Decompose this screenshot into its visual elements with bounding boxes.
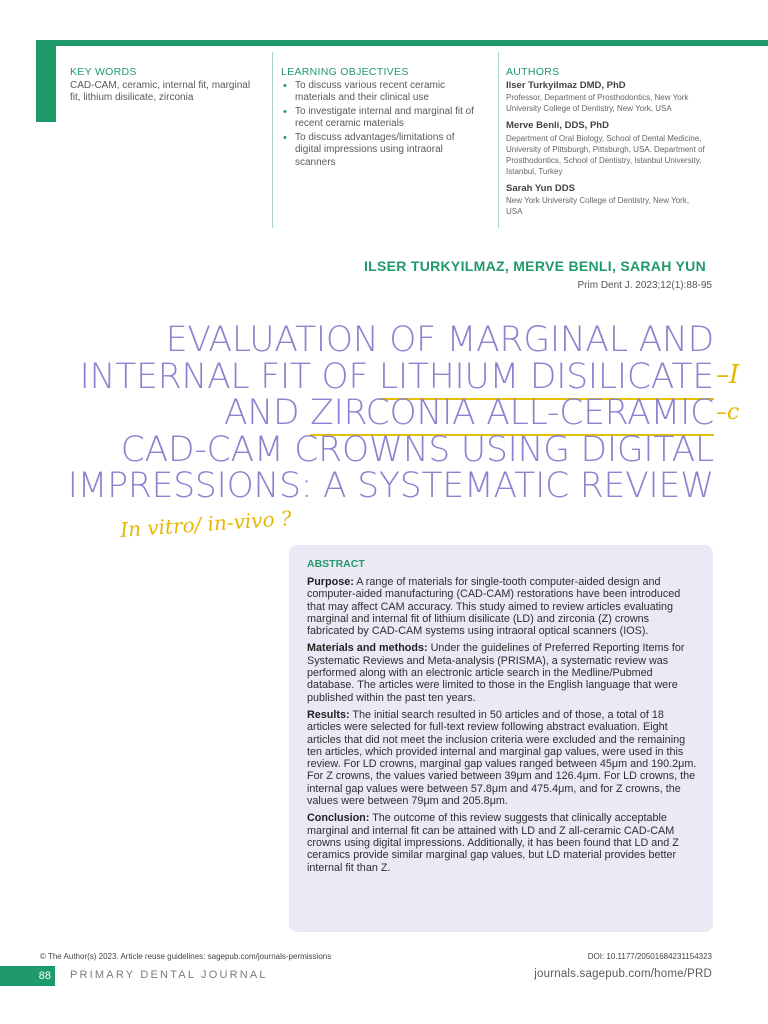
objective-item: • To investigate internal and marginal fit of recent ceramic materials [295,106,481,131]
title-highlight: LITHIUM DISILICATE [379,357,714,400]
author-name: Merve Benli, DDS, PhD [506,120,609,131]
journal-name: PRIMARY DENTAL JOURNAL [70,969,268,981]
title-line: EVALUATION OF MARGINAL AND [165,320,714,360]
header-accent-bar [36,40,768,46]
title-line: IMPRESSIONS: A SYSTEMATIC REVIEW [67,466,714,506]
objective-item: • To discuss various recent ceramic materials and their clinical use [295,80,481,105]
title-line [54,356,714,397]
author-name: Sarah Yun DDS [506,182,575,194]
abstract-text: The initial search resulted in 50 articles and of those, a total of 18 articles were selected for full-text review following abstract evaluation. Eight articles that did not meet the inclusion criteria were excluded and the remaining ten articles, which provided internal and marginal gap values, were used in this review. For LD crowns, marginal gap values ranged between 45μm and 190.2μm. For Z crowns, the values varied between 39μm and 126.4μm. For LD crowns, the internal gap values were between 57.8μm and 475.4μm, and for Z crowns, the values were between 79μm and 205.8μm. [307,708,697,808]
title-text: INTERNAL FIT OF [79,356,379,397]
citation: Prim Dent J. 2023;12(1):88-95 [577,280,712,291]
abstract-heading: ABSTRACT [307,558,365,570]
author-name: Ilser Turkyilmaz DMD, PhD [506,79,626,91]
keywords-text: CAD-CAM, ceramic, internal fit, marginal fit, lithium disilicate, zirconia [70,79,251,103]
objectives-heading: LEARNING OBJECTIVES [281,66,409,78]
journal-url-link[interactable]: journals.sagepub.com/home/PRD [534,968,712,980]
authors-section [506,66,706,217]
title-highlight: ZIRCONIA ALL-CERAMIC [310,393,714,436]
authors-heading: AUTHORS [506,66,560,78]
objectives-list [281,80,481,170]
abstract-label: Purpose: [307,576,354,588]
abstract-text: A range of materials for single-tooth computer-aided design and computer-aided manufacturing (CAD-CAM) restorations have been introduced that may affect CAM accuracy. This study aimed to review articles evaluating marginal and internal fit of lithium disilicate (LD) and zirconia (Z) crowns fabricated by CAD-CAM systems using intraoral optical scanners (IOS). [307,576,681,638]
objective-item: • To discuss advantages/limitations of digital impressions using intraoral scanners [295,132,481,170]
column-divider [498,52,499,228]
abstract-label: Materials and methods: [307,642,428,655]
author-affiliation: Department of Oral Biology, School of Dental Medicine, University of Pittsburgh, Pittsburgh, USA. Department of Prosthodontics, School of Dentistry, Istanbul University, Istanbul, Turkey [506,133,705,176]
abstract-text: Under the guidelines of Preferred Reporting Items for Systematic Reviews and Meta-analysis (PRISMA), a systematic review was performed along with an electronic article search in the Medline/Pubmed database. The articles were limited to those in the English language that were published within the past ten years. [307,642,685,704]
article-title [54,322,714,505]
abstract-purpose [307,576,697,637]
objectives-section [281,66,481,170]
abstract-box [289,545,713,932]
abstract-results [307,709,697,807]
handwritten-note: In vitro/ in-vivo ? [119,506,293,542]
handwritten-note: –c [716,400,740,425]
copyright-notice: © The Author(s) 2023. Article reuse guidelines: sagepub.com/journals-permissions [40,952,332,961]
handwritten-note: –I [716,360,740,390]
page-number: 88 [0,966,55,986]
title-line [54,395,714,432]
title-line: CAD-CAM CROWNS USING DIGITAL [120,429,714,470]
author-affiliation: New York University College of Dentistry, New York, USA [506,196,690,216]
keywords-heading: KEY WORDS [70,66,137,78]
abstract-text: The outcome of this review suggests that clinically acceptable marginal and internal fit can be attained with LD and Z all-ceramic CAD-CAM crowns using digital impressions. Additionally, it has been found that LD and Z ceramics provide similar marginal gap values, but LD material provides better internal fit than Z. [307,812,679,874]
keywords-section [70,66,262,105]
abstract-methods [307,642,697,703]
header-accent-tab [36,40,56,122]
title-text: AND [224,393,311,433]
abstract-label: Results: [307,708,350,721]
byline: ILSER TURKYILMAZ, MERVE BENLI, SARAH YUN [363,258,706,274]
author-affiliation: Professor, Department of Prosthodontics, New York University College of Dentistry, New York, USA [506,93,689,113]
abstract-conclusion [307,812,697,873]
abstract-label: Conclusion: [307,812,370,825]
column-divider [272,52,273,228]
doi: DOI: 10.1177/20501684231154323 [587,952,712,961]
